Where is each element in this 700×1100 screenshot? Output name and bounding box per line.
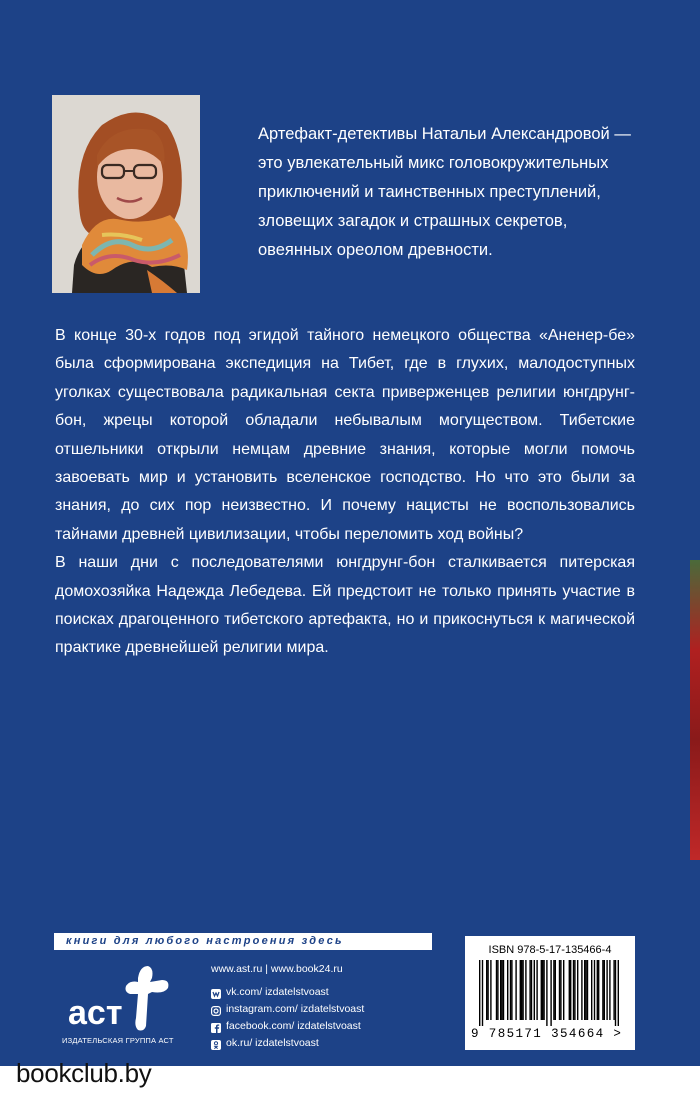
- annotation-line: приключений и таинственных преступлений,: [258, 183, 601, 201]
- barcode-bar: [511, 960, 512, 1020]
- barcode-bar: [597, 960, 598, 1020]
- barcode-bar: [501, 960, 502, 1020]
- spine-art: [690, 560, 700, 860]
- social-link-odnoklassniki[interactable]: [211, 1035, 441, 1052]
- barcode-bar: [563, 960, 564, 1020]
- author-annotation: [258, 120, 658, 265]
- barcode-bar: [615, 960, 616, 1026]
- barcode-bar: [542, 960, 543, 1020]
- barcode-bar: [570, 960, 571, 1020]
- barcode-bar: [574, 960, 575, 1020]
- ast-logo: [60, 960, 190, 1040]
- social-link-instagram[interactable]: [211, 1001, 441, 1018]
- barcode-bar: [553, 960, 554, 1020]
- social-link-text: instagram.com/ izdatelstvoast: [226, 1003, 365, 1015]
- barcode-bar: [618, 960, 619, 1026]
- barcode-bar: [555, 960, 556, 1020]
- publisher-caption: ИЗДАТЕЛЬСКАЯ ГРУППА АСТ: [62, 1036, 174, 1045]
- barcode-bar: [529, 960, 530, 1020]
- barcode-bar: [496, 960, 497, 1020]
- annotation-line: Артефакт-детективы Натальи Александровой —: [258, 125, 631, 143]
- odnoklassniki-icon: [211, 1039, 221, 1049]
- barcode-bar: [522, 960, 523, 1020]
- barcode-bar: [510, 960, 511, 1020]
- annotation-line: зловещих загадок и страшных секретов,: [258, 212, 568, 230]
- barcode-bar: [521, 960, 522, 1020]
- barcode-bar: [507, 960, 508, 1020]
- social-link-facebook[interactable]: [211, 1018, 441, 1035]
- facebook-icon: [211, 1022, 221, 1032]
- social-link-text: vk.com/ izdatelstvoast: [226, 986, 329, 998]
- barcode-bar: [613, 960, 614, 1020]
- barcode-bar: [486, 960, 487, 1020]
- barcode-bar: [515, 960, 516, 1020]
- barcode-bar: [541, 960, 542, 1020]
- barcode-bar: [520, 960, 521, 1020]
- barcode-bars: [479, 960, 619, 1026]
- barcode-bar: [525, 960, 526, 1020]
- tagline-banner: книги для любого настроения здесь: [54, 933, 432, 950]
- barcode-bar: [560, 960, 561, 1020]
- barcode-bar: [602, 960, 603, 1020]
- annotation-line: овеянных ореолом древности.: [258, 241, 493, 259]
- isbn-number: ISBN 978-5-17-135466-4: [488, 944, 612, 956]
- barcode-bar: [503, 960, 504, 1020]
- logo-text: аст: [68, 994, 123, 1032]
- barcode-digits: 9 785171 354664 >: [471, 1027, 623, 1041]
- social-link-vk[interactable]: [211, 984, 441, 1001]
- barcode-bar: [609, 960, 610, 1020]
- instagram-icon: [211, 1005, 221, 1015]
- vk-icon: [211, 988, 221, 998]
- barcode-bar: [604, 960, 605, 1020]
- book-description: [55, 322, 635, 663]
- social-link-text: facebook.com/ izdatelstvoast: [226, 1020, 361, 1032]
- barcode-bar: [550, 960, 551, 1026]
- barcode-bar: [581, 960, 582, 1020]
- barcode-bar: [606, 960, 607, 1020]
- barcode-bar: [500, 960, 501, 1020]
- barcode-bar: [479, 960, 480, 1026]
- barcode-bar: [584, 960, 585, 1020]
- barcode-bar: [594, 960, 595, 1020]
- barcode-bar: [573, 960, 574, 1020]
- barcode-bar: [531, 960, 532, 1020]
- isbn-barcode: [465, 936, 635, 1050]
- website-links[interactable]: www.ast.ru | www.book24.ru: [211, 963, 343, 975]
- publisher-links: [211, 960, 441, 1052]
- barcode-bar: [591, 960, 592, 1020]
- barcode-bar: [587, 960, 588, 1020]
- author-photo: [52, 95, 200, 293]
- barcode-bar: [490, 960, 491, 1020]
- barcode-bar: [536, 960, 537, 1020]
- barcode-bar: [585, 960, 586, 1020]
- barcode-bar: [569, 960, 570, 1020]
- barcode-bar: [546, 960, 547, 1026]
- annotation-line: это увлекательный микс головокружительных: [258, 154, 609, 172]
- spine-edge: [690, 0, 700, 1066]
- description-paragraph: В наши дни с последователями юнгдрунг-бон сталкивается питерская домохозяйка Надежда Лебедева. Ей предстоит не только принять участие в поисках драгоценного тибетского артефакта, но и прикоснуться к магической практике древнейшей религии мира.: [55, 554, 635, 657]
- barcode-bar: [487, 960, 488, 1020]
- barcode-bar: [559, 960, 560, 1020]
- social-link-text: ok.ru/ izdatelstvoast: [226, 1037, 319, 1049]
- site-watermark: bookclub.by: [16, 1058, 152, 1088]
- barcode-bar: [598, 960, 599, 1020]
- barcode-bar: [497, 960, 498, 1020]
- barcode-bar: [482, 960, 483, 1026]
- barcode-bar: [534, 960, 535, 1020]
- barcode-bar: [543, 960, 544, 1020]
- description-paragraph: В конце 30-х годов под эгидой тайного немецкого общества «Аненер-бе» была сформирована экспедиция на Тибет, где в глухих, малодоступных уголках существовала радикальная секта приверженцев религии юнгдрунг-бон, жрецы которой обладали небывалым могуществом. Тибетские отшельники открыли немцам древние знания, которые могли помочь завоевать мир и установить вселенское господство. Но что это были за знания, до сих пор неизвестно. И почему нацисты не воспользовались тайнами древней цивилизации, чтобы переломить ход войны?: [55, 327, 635, 543]
- barcode-bar: [577, 960, 578, 1020]
